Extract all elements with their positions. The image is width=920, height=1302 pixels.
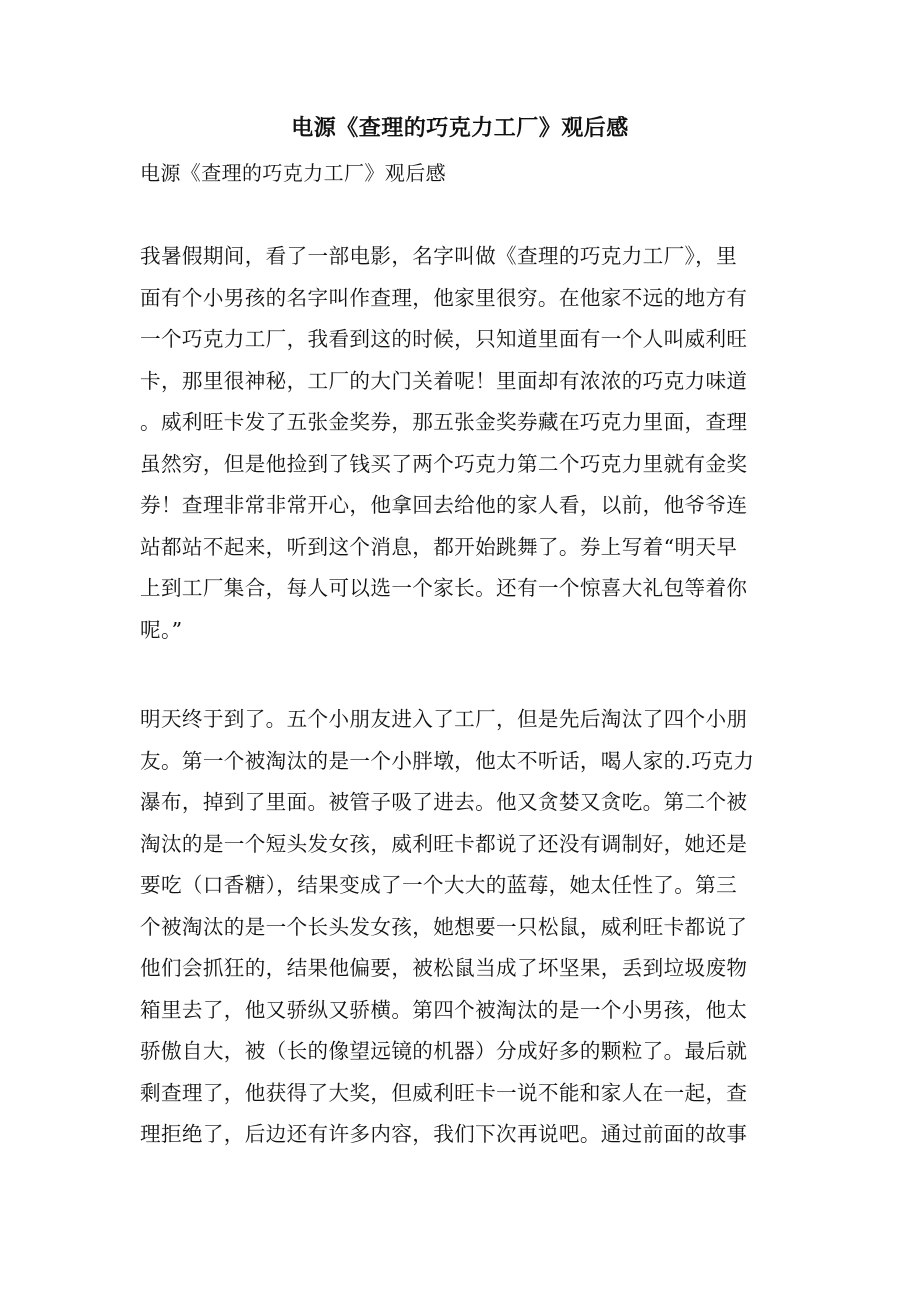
paragraph-line: 卡，那里很神秘，工厂的大门关着呢！里面却有浓浓的巧克力味道 — [140, 368, 748, 393]
paragraph-line: 箱里去了，他又骄纵又骄横。第四个被淘汰的是一个小男孩，他太 — [140, 997, 748, 1022]
paragraph-line: 虽然穷，但是他捡到了钱买了两个巧克力第二个巧克力里就有金奖 — [140, 451, 748, 476]
paragraph-line: 券！查理非常非常开心，他拿回去给他的家人看，以前，他爷爷连 — [140, 493, 748, 517]
paragraph-line: 要吃（口香糖），结果变成了一个大大的蓝莓，她太任性了。第三 — [140, 873, 738, 897]
paragraph-line: 我暑假期间，看了一部电影，名字叫做《查理的巧克力工厂》，里 — [140, 244, 738, 268]
paragraph-line: 。威利旺卡发了五张金奖券，那五张金奖券藏在巧克力里面，查理 — [140, 410, 748, 434]
paragraph-line: 上到工厂集合，每人可以选一个家长。还有一个惊喜大礼包等着你 — [140, 576, 748, 600]
paragraph-line: 一个巧克力工厂，我看到这的时候，只知道里面有一个人叫威利旺 — [140, 327, 748, 351]
paragraph-line: 剩查理了，他获得了大奖，但威利旺卡一说不能和家人在一起，查 — [140, 1080, 748, 1105]
paragraph-line: 淘汰的是一个短头发女孩，威利旺卡都说了还没有调制好，她还是 — [140, 831, 748, 856]
paragraph-line: 友。第一个被淘汰的是一个小胖墩，他太不听话，喝人家的.巧克力 — [140, 748, 755, 773]
paragraph-line: 呢。” — [140, 617, 183, 642]
document-title: 电源《查理的巧克力工厂》观后感 — [291, 115, 629, 141]
paragraph-line: 个被淘汰的是一个长头发女孩，她想要一只松鼠，威利旺卡都说了 — [140, 914, 748, 939]
paragraph-line: 骄傲自大，被（长的像望远镜的机器）分成好多的颗粒了。最后就 — [140, 1039, 748, 1063]
paragraph-line: 理拒绝了，后边还有许多内容，我们下次再说吧。通过前面的故事 — [140, 1122, 748, 1146]
paragraph-line: 面有个小男孩的名字叫作查理，他家里很穷。在他家不远的地方有 — [140, 285, 748, 310]
paragraph-line: 他们会抓狂的，结果他偏要，被松鼠当成了坏坚果，丢到垃圾废物 — [140, 956, 748, 980]
paragraph-2 — [140, 699, 780, 1156]
paragraph-1 — [140, 236, 780, 651]
document-subtitle: 电源《查理的巧克力工厂》观后感 — [140, 161, 446, 185]
paragraph-line: 明天终于到了。五个小朋友进入了工厂，但是先后淘汰了四个小朋 — [140, 707, 748, 731]
paragraph-line: 瀑布，掉到了里面。被管子吸了进去。他又贪婪又贪吃。第二个被 — [140, 790, 748, 814]
paragraph-line: 站都站不起来，听到这个消息，都开始跳舞了。券上写着“明天早 — [140, 534, 738, 559]
